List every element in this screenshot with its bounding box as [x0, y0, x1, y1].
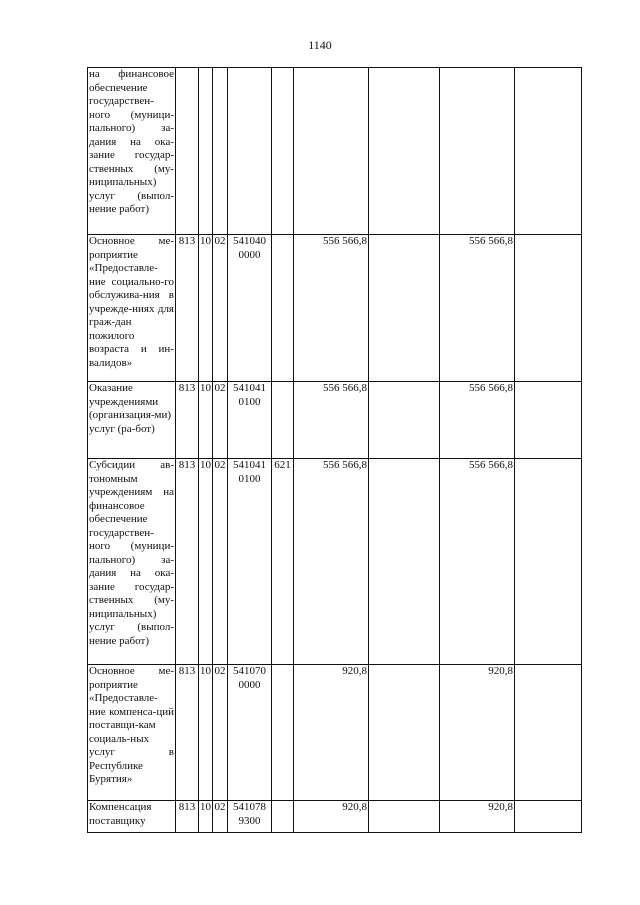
target-code: 541078 9300 [228, 801, 272, 833]
amount-3 [440, 68, 515, 235]
target-code: 541041 0100 [228, 459, 272, 665]
table-row [88, 235, 582, 382]
section-code: 10 [199, 235, 213, 382]
expense-type [272, 665, 294, 801]
amount-2 [369, 68, 440, 235]
ministry-code: 813 [176, 382, 199, 459]
subsection-code: 02 [213, 665, 228, 801]
amount-1: 556 566,8 [294, 235, 369, 382]
row-name: Оказание учреждениями (организация-ми) услуг (ра-бот) [88, 382, 176, 459]
page-number: 1140 [308, 38, 332, 52]
amount-4 [515, 382, 582, 459]
table-row [88, 68, 582, 235]
section-code: 10 [199, 459, 213, 665]
row-name: Основное ме-роприятие «Предоставле-ние социально-го обслужива-ния в учрежде-ниях для граж-дан пожилого возраста и ин-валидов» [88, 235, 176, 382]
amount-1: 920,8 [294, 665, 369, 801]
amount-4 [515, 801, 582, 833]
amount-2 [369, 382, 440, 459]
amount-2 [369, 801, 440, 833]
budget-table [87, 67, 582, 833]
target-code: 541040 0000 [228, 235, 272, 382]
amount-3: 920,8 [440, 801, 515, 833]
section-code: 10 [199, 801, 213, 833]
subsection-code: 02 [213, 459, 228, 665]
target-code: 541041 0100 [228, 382, 272, 459]
row-name: Основное ме-роприятие «Предоставле-ние компенса-ций поставщи-кам социаль-ных услуг в Республике Бурятия» [88, 665, 176, 801]
ministry-code: 813 [176, 801, 199, 833]
amount-2 [369, 459, 440, 665]
ministry-code: 813 [176, 235, 199, 382]
row-name: Субсидии ав-тономным учреждениям на финансовое обеспечение государствен-ного (муници-пального) за-дания на ока-зание государ-ственных (му-ниципальных) услуг (выпол-нение работ) [88, 459, 176, 665]
row-name: на финансовое обеспечение государствен-ного (муници-пального) за-дания на ока-зание государ-ственных (му-ниципальных) услуг (выпол-нение работ) [88, 68, 176, 235]
expense-type [272, 68, 294, 235]
expense-type [272, 801, 294, 833]
target-code: 541070 0000 [228, 665, 272, 801]
amount-4 [515, 665, 582, 801]
ministry-code: 813 [176, 665, 199, 801]
expense-type [272, 235, 294, 382]
amount-4 [515, 68, 582, 235]
ministry-code [176, 68, 199, 235]
target-code [228, 68, 272, 235]
amount-1 [294, 68, 369, 235]
amount-4 [515, 235, 582, 382]
amount-2 [369, 665, 440, 801]
amount-3: 556 566,8 [440, 459, 515, 665]
table-row [88, 382, 582, 459]
amount-1: 556 566,8 [294, 459, 369, 665]
amount-1: 920,8 [294, 801, 369, 833]
row-name: Компенсация поставщику [88, 801, 176, 833]
amount-2 [369, 235, 440, 382]
table-row [88, 801, 582, 833]
amount-4 [515, 459, 582, 665]
section-code [199, 68, 213, 235]
expense-type: 621 [272, 459, 294, 665]
table-row [88, 459, 582, 665]
subsection-code: 02 [213, 382, 228, 459]
expense-type [272, 382, 294, 459]
amount-3: 556 566,8 [440, 235, 515, 382]
ministry-code: 813 [176, 459, 199, 665]
section-code: 10 [199, 665, 213, 801]
amount-3: 556 566,8 [440, 382, 515, 459]
table-row [88, 665, 582, 801]
subsection-code: 02 [213, 801, 228, 833]
subsection-code [213, 68, 228, 235]
subsection-code: 02 [213, 235, 228, 382]
amount-1: 556 566,8 [294, 382, 369, 459]
section-code: 10 [199, 382, 213, 459]
amount-3: 920,8 [440, 665, 515, 801]
